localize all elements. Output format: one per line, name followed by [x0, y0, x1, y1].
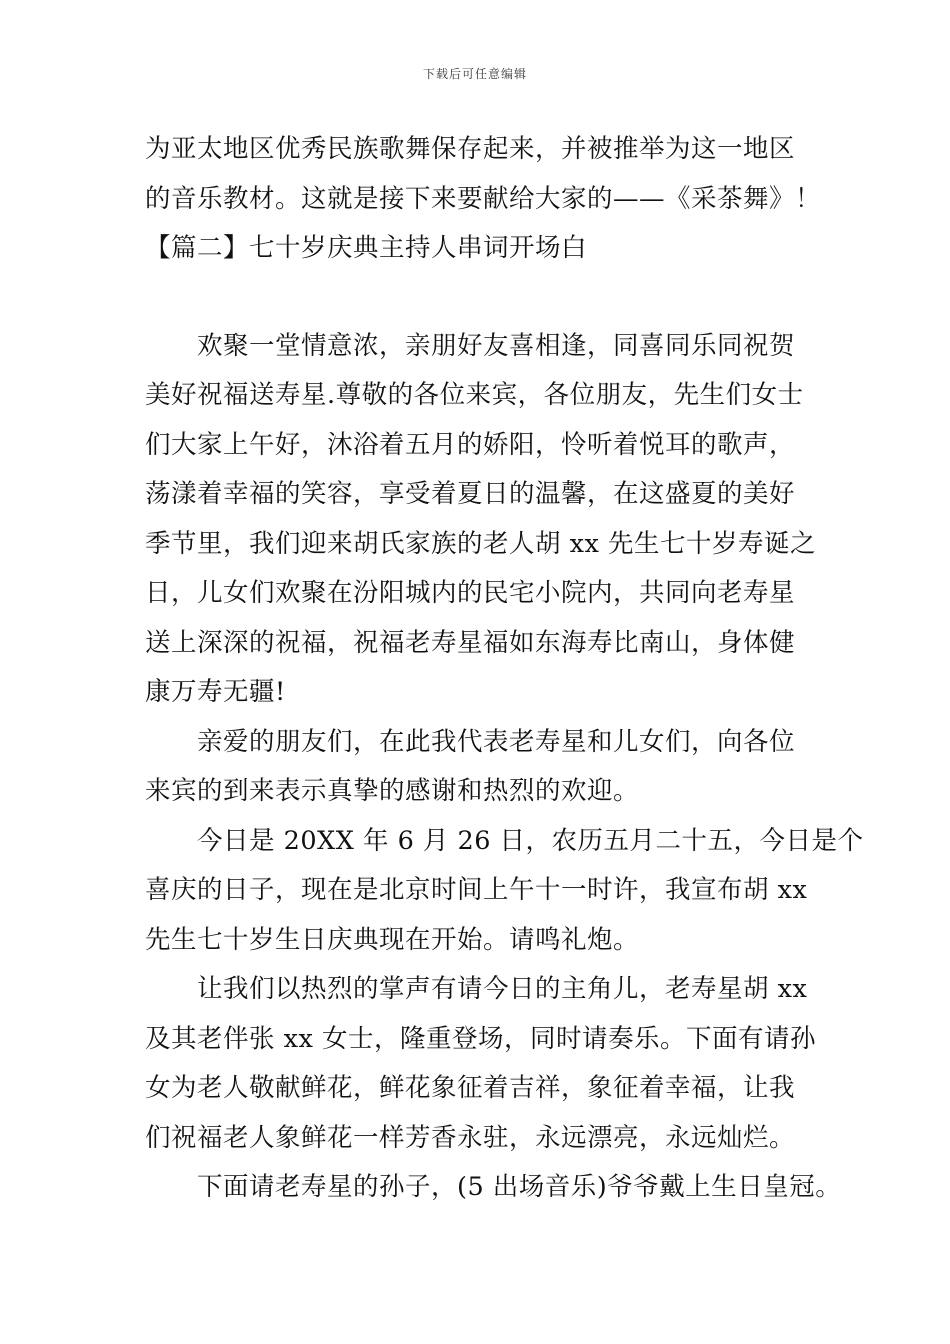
text-line: 日，儿女们欢聚在汾阳城内的民宅小院内，共同向老寿星 — [145, 578, 796, 608]
text-line: 美好祝福送寿星.尊敬的各位来宾，各位朋友，先生们女士 — [145, 380, 804, 410]
paragraph-first-line: 欢聚一堂情意浓，亲朋好友喜相逢，同喜同乐同祝贺 — [197, 330, 796, 361]
text-line: 女为老人敬献鲜花，鲜花象征着吉祥，象征着幸福，让我 — [145, 1073, 796, 1103]
text-line: 送上深深的祝福，祝福老寿星福如东海寿比南山，身体健 — [145, 627, 796, 658]
document-body — [145, 125, 864, 1213]
paragraph-first-line: 今日是 20XX 年 6 月 26 日，农历五月二十五，今日是个 — [197, 825, 864, 856]
text-line: 来宾的到来表示真挚的感谢和热烈的欢迎。 — [145, 776, 640, 806]
page-header-note: 下载后可任意编辑 — [422, 67, 527, 81]
paragraph-first-line: 下面请老寿星的孙子，(5 出场音乐)爷爷戴上生日皇冠。 — [197, 1172, 842, 1202]
text-line: 喜庆的日子，现在是北京时间上午十一时许，我宣布胡 xx — [145, 875, 808, 905]
section-heading: 【篇二】七十岁庆典主持人串词开场白 — [145, 233, 588, 263]
text-line: 先生七十岁生日庆典现在开始。请鸣礼炮。 — [145, 924, 640, 955]
text-line: 们大家上午好，沐浴着五月的娇阳，怜听着悦耳的歌声， — [145, 429, 796, 460]
text-line: 的音乐教材。这就是接下来要献给大家的——《采茶舞》！ — [145, 183, 822, 214]
text-line: 们祝福老人象鲜花一样芳香永驻，永远漂亮，永远灿烂。 — [145, 1122, 796, 1153]
paragraph-first-line: 亲爱的朋友们，在此我代表老寿星和儿女们，向各位 — [197, 726, 796, 757]
text-line: 为亚太地区优秀民族歌舞保存起来，并被推举为这一地区 — [145, 134, 796, 164]
paragraph-first-line: 让我们以热烈的掌声有请今日的主角儿，老寿星胡 xx — [197, 974, 808, 1004]
text-line: 季节里，我们迎来胡氏家族的老人胡 xx 先生七十岁寿诞之 — [145, 528, 816, 559]
text-line: 及其老伴张 xx 女士，隆重登场，同时请奏乐。下面有请孙 — [145, 1023, 816, 1054]
section-spacer — [145, 274, 825, 322]
text-line: 康万寿无疆! — [145, 677, 286, 707]
text-line: 荡漾着幸福的笑容，享受着夏日的温馨，在这盛夏的美好 — [145, 479, 796, 509]
